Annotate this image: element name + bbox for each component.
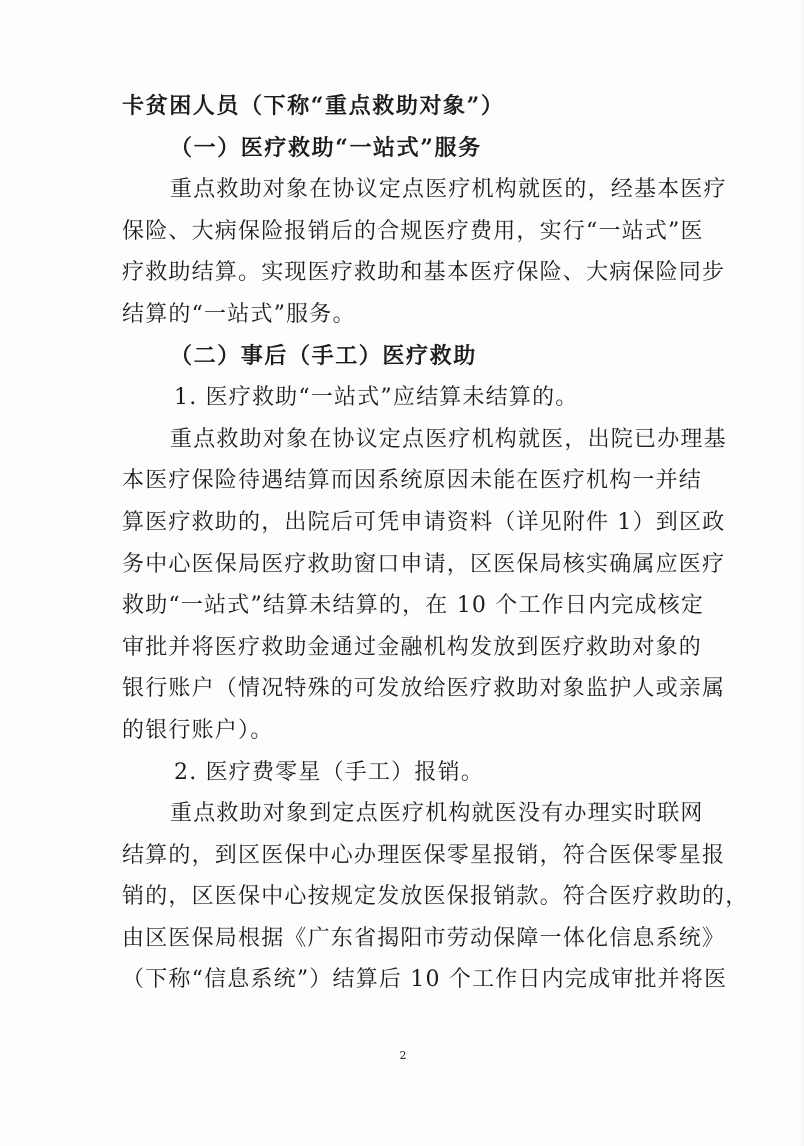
- text-line: （下称“信息系统”）结算后 10 个工作日内完成审批并将医: [122, 967, 728, 993]
- text-line: 银行账户（情况特殊的可发放给医疗救助对象监护人或亲属: [122, 676, 726, 702]
- document-body: [122, 86, 749, 1001]
- text-line: 销的，区医保中心按规定发放医保报销款。符合医疗救助的，: [122, 884, 749, 910]
- text-line: 的银行账户）。: [122, 717, 274, 743]
- text-line: 由区医保局根据《广东省揭阳市劳动保障一体化信息系统》: [122, 925, 726, 951]
- section-heading-1: （一）医疗救助“一站式”服务: [170, 134, 482, 161]
- text-line: 审批并将医疗救助金通过金融机构发放到医疗救助对象的: [122, 634, 703, 660]
- text-line: 卡贫困人员（下称“重点救助对象”）: [122, 93, 505, 119]
- text-line: 重点救助对象在协议定点医疗机构就医，出院已办理基: [170, 426, 727, 452]
- subsection-heading-1: 1. 医疗救助“一站式”应结算未结算的。: [174, 385, 579, 411]
- text-line: 重点救助对象在协议定点医疗机构就医的，经基本医疗: [170, 177, 727, 203]
- text-line: 结算的“一站式”服务。: [122, 301, 356, 327]
- text-line: 算医疗救助的，出院后可凭申请资料（详见附件 1）到区政: [122, 509, 726, 535]
- scan-edge-shadow: [798, 0, 804, 1146]
- page-number: 2: [399, 1049, 407, 1062]
- text-line: 结算的，到区医保中心办理医保零星报销，符合医保零星报: [122, 842, 726, 868]
- text-line: 救助“一站式”结算未结算的，在 10 个工作日内完成核定: [122, 593, 705, 619]
- subsection-heading-2: 2. 医疗费零星（手工）报销。: [174, 759, 484, 785]
- text-line: 本医疗保险待遇结算而因系统原因未能在医疗机构一并结: [122, 468, 703, 494]
- text-line: 务中心医保局医疗救助窗口申请，区医保局核实确属应医疗: [122, 551, 726, 577]
- text-line: 疗救助结算。实现医疗救助和基本医疗保险、大病保险同步: [122, 260, 726, 286]
- section-heading-2: （二）事后（手工）医疗救助: [170, 342, 477, 369]
- text-line: 保险、大病保险报销后的合规医疗费用，实行“一站式”医: [122, 218, 704, 244]
- text-line: 重点救助对象到定点医疗机构就医没有办理实时联网: [170, 801, 704, 827]
